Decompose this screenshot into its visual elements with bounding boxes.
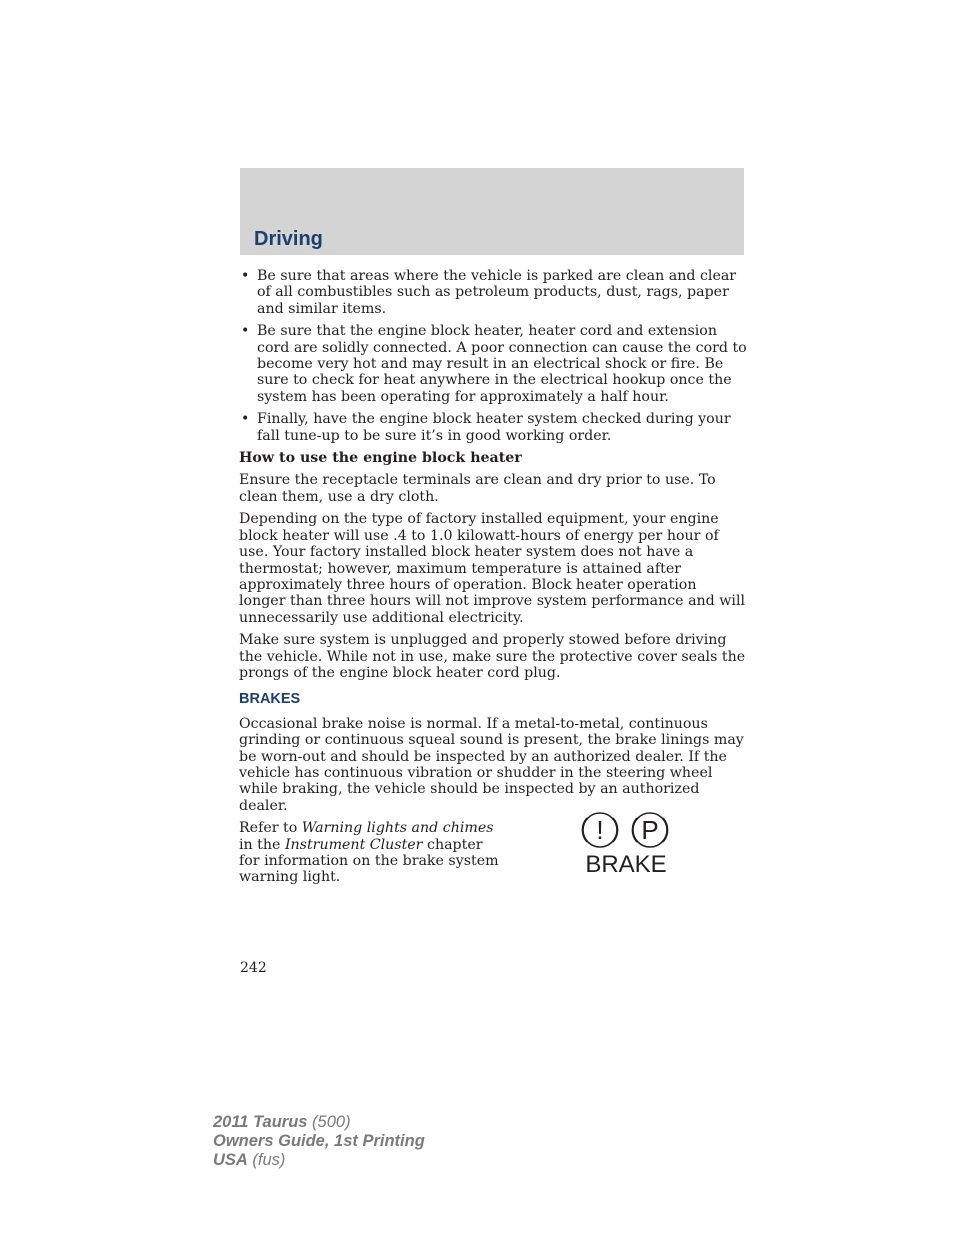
bullet-text: Be sure that the engine block heater, heater cord and extension cord are solidly connected. A poor connection can cause the cord to become very hot and may result in an electrical shock or fire. Be sure to check for heat anywhere in the electrical hookup once the system has been operating for approximately a half hour. — [257, 323, 747, 405]
bullet-list — [239, 268, 747, 444]
footer-line — [213, 1151, 425, 1170]
bullet-symbol: • — [241, 323, 250, 340]
how-to-heading: How to use the engine block heater — [239, 450, 522, 467]
page-number: 242 — [240, 960, 267, 976]
document-footer — [213, 1113, 425, 1170]
footer-model: 2011 Taurus — [213, 1113, 308, 1131]
footer-model-code: (500) — [307, 1113, 351, 1131]
bullet-symbol: • — [241, 411, 250, 428]
footer-market-code: (fus) — [247, 1151, 286, 1169]
brakes-paragraph: Occasional brake noise is normal. If a metal-to-metal, continuous grinding or continuous squeal sound is present, the brake linings may be worn-out and should be inspected by an authorized dealer. If the vehicle has continuous vibration or shudder in the steering wheel while braking, the vehicle should be inspected by an authorized dealer. — [239, 715, 744, 814]
park-glyph: P — [641, 815, 659, 846]
footer-line — [213, 1132, 425, 1151]
bullet-text: Finally, have the engine block heater system checked during your fall tune-up to be sure it’s in good working order. — [257, 411, 731, 444]
paragraph: Make sure system is unplugged and properly stowed before driving the vehicle. While not in use, make sure the protective cover seals the prongs of the engine block heater cord plug. — [239, 632, 746, 681]
bullet-text: Be sure that areas where the vehicle is parked are clean and clear of all combustibles such as petroleum products, dust, rags, paper and similar items. — [257, 268, 737, 317]
paragraph: Ensure the receptacle terminals are clean and dry prior to use. To clean them, use a dry cloth. — [239, 472, 716, 505]
reference-text: Refer to — [239, 820, 302, 837]
exclamation-glyph: ! — [596, 815, 604, 846]
list-item — [239, 268, 747, 317]
list-item — [239, 323, 747, 405]
brake-label: BRAKE — [585, 851, 667, 875]
reference-italic: Instrument Cluster — [284, 836, 423, 853]
brakes-heading: BRAKES — [239, 691, 301, 708]
brake-reference-text — [239, 820, 504, 886]
page-content — [239, 268, 747, 886]
footer-line — [213, 1113, 425, 1132]
section-title: Driving — [254, 228, 323, 250]
brake-reference-row — [239, 815, 747, 886]
reference-text: chapter for information on the brake system warning light. — [239, 836, 499, 886]
bullet-symbol: • — [241, 268, 250, 284]
reference-italic: Warning lights and chimes — [301, 820, 494, 837]
list-item — [239, 411, 747, 444]
paragraph: Depending on the type of factory installed equipment, your engine block heater will use .4 to 1.0 kilowatt-hours of energy per hour of use. Your factory installed block heater system does not have a thermostat; however, maximum temperature is attained after approximately three hours of operation. Block heater operation longer than three hours will not improve system performance and will unnecessarily use additional electricity. — [239, 511, 746, 626]
reference-text: in the — [239, 836, 285, 853]
footer-edition: Owners Guide, 1st Printing — [213, 1132, 425, 1150]
footer-market: USA — [213, 1151, 248, 1169]
section-header-band — [240, 168, 744, 255]
brake-warning-icon — [580, 812, 672, 874]
